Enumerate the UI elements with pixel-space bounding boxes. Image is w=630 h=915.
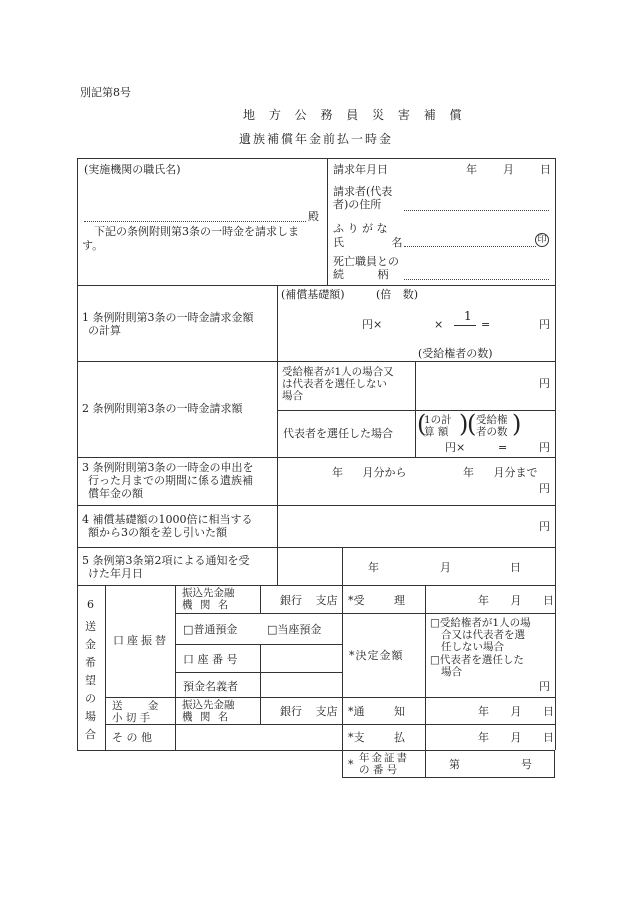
decision-option-single-2: 合又は代表者を選 <box>441 629 525 641</box>
receipt-label: *受 理 <box>348 594 405 607</box>
pension-number-label: 年金証書 <box>359 752 409 764</box>
pension-dai: 第 <box>449 758 460 771</box>
frame-line <box>175 644 342 645</box>
relation-dotted-line <box>404 279 549 280</box>
section6-char: の <box>85 692 96 705</box>
row4-yen: 円 <box>539 520 550 533</box>
row3-label-2: 行った月までの期間に係る遺族補 <box>88 474 253 487</box>
frame-line <box>175 585 176 750</box>
frame-line <box>342 547 343 585</box>
frame-line <box>415 361 416 457</box>
claimant-address-label: 請求者(代表 <box>333 185 393 198</box>
frame-line <box>342 777 555 778</box>
row3-label-3: 償年金の額 <box>88 487 143 500</box>
furigana-label: ふ り が な <box>333 222 388 235</box>
row5-month: 月 <box>440 561 451 574</box>
decision-yen: 円 <box>539 680 550 693</box>
decision-option-rep-2: 場合 <box>441 666 462 678</box>
row1-times: × <box>434 318 444 331</box>
frame-line <box>327 158 328 285</box>
receipt-date: 年 月 日 <box>478 594 554 607</box>
address-dotted-line <box>404 210 549 211</box>
check-label: 送 金 <box>112 700 159 712</box>
frame-line <box>175 672 342 673</box>
frame-line <box>77 585 555 586</box>
relation-label-2: 続 柄 <box>333 268 389 281</box>
payment-date: 年 月 日 <box>478 731 554 744</box>
base-amount-label: (補償基礎額) <box>281 288 345 301</box>
row2-holder-count-2: 者の数 <box>476 426 508 438</box>
section6-char: 希 <box>85 656 96 669</box>
current-deposit-checkbox[interactable]: □当座預金 <box>267 623 322 636</box>
row1-label-2: の計算 <box>88 324 121 337</box>
request-statement: 下記の条例附則第3条の一時金を請求しま <box>94 225 299 238</box>
form-title-line1: 地 方 公 務 員 災 害 補 償 <box>243 108 467 122</box>
row2-calc-amount-2: 算 額 <box>424 426 449 438</box>
frame-line <box>260 697 261 724</box>
name-label: 氏 名 <box>333 236 403 249</box>
row3-to: 年 月分まで <box>463 466 538 479</box>
frame-line <box>77 750 555 751</box>
frame-line <box>277 285 278 585</box>
row2-label: 2 条例附則第3条の一時金請求額 <box>82 402 243 415</box>
row2-single-case: 受給権者が1人の場合又 <box>282 366 394 378</box>
row2-yen-times: 円× <box>445 441 466 454</box>
row2-single-case-2: は代表者を選任しない <box>282 378 387 390</box>
check-label-2: 小 切 手 <box>112 712 151 724</box>
row2-calc-amount: 1の計 <box>424 414 452 426</box>
ordinary-deposit-checkbox[interactable]: □普通預金 <box>183 623 238 636</box>
frame-left <box>77 158 78 750</box>
section6-char: 金 <box>85 638 96 651</box>
frame-line <box>105 697 555 698</box>
row1-label: 1 条例附則第3条の一時金請求金額 <box>82 311 254 324</box>
row5-day: 日 <box>510 561 521 574</box>
frame-line <box>175 613 555 614</box>
row4-label: 4 補償基礎額の1000倍に相当する <box>82 513 253 526</box>
payment-label: *支 払 <box>348 731 405 744</box>
bank-name-label: 振込先金融 <box>182 587 235 599</box>
row2-equals: = <box>498 441 508 454</box>
row2-single-case-3: 場合 <box>282 390 303 402</box>
account-holder-label: 預金名義者 <box>183 680 238 693</box>
account-number-label: 口 座 番 号 <box>183 653 238 666</box>
relation-label: 死亡職員との <box>333 255 399 268</box>
agency-label: (実施機関の職氏名) <box>84 163 181 176</box>
bank-name-label-2: 機 関 名 <box>182 599 231 611</box>
row5-year: 年 <box>368 561 379 574</box>
pension-number-label-2: の 番 号 <box>359 764 398 776</box>
frame-line <box>105 585 106 750</box>
frame-line <box>554 750 555 777</box>
row1-equals: = <box>481 318 491 331</box>
frame-line <box>77 361 555 362</box>
section6-char: 合 <box>85 728 96 741</box>
request-date-label: 請求年月日 <box>333 163 388 176</box>
request-year: 年 <box>466 163 477 176</box>
row1-yen-times: 円× <box>362 318 383 331</box>
section6-vertical-label <box>85 620 99 746</box>
row2-yen2: 円 <box>539 441 550 454</box>
request-month: 月 <box>503 163 514 176</box>
check-bank-label-2: 機 関 名 <box>182 711 231 723</box>
frame-top <box>77 158 555 159</box>
bracket-open-2: ( <box>467 410 477 438</box>
frame-line <box>77 457 555 458</box>
row5-label: 5 条例第3条第2項による通知を受 <box>82 554 250 567</box>
request-statement-2: す。 <box>82 239 104 252</box>
row3-yen: 円 <box>539 482 550 495</box>
frame-line <box>425 585 426 777</box>
frame-line <box>77 285 555 286</box>
form-number: 別記第8号 <box>80 86 131 99</box>
frame-line <box>260 644 261 697</box>
fraction-bar <box>454 325 476 326</box>
row3-label: 3 条例附則第3条の一時金の申出を <box>82 461 254 474</box>
notice-date: 年 月 日 <box>478 705 554 718</box>
frame-line <box>77 547 555 548</box>
decision-option-rep[interactable]: □代表者を選任した <box>430 654 524 666</box>
pension-star: * <box>348 758 354 771</box>
frame-line <box>260 585 261 613</box>
notice-label: *通 知 <box>348 705 405 718</box>
form-title-line2: 遺族補償年金前払一時金 <box>239 132 394 146</box>
other-label: そ の 他 <box>112 731 152 744</box>
section6-char: 場 <box>85 710 96 723</box>
decision-option-single[interactable]: □受給権者が1人の場 <box>430 617 531 629</box>
bank-branch: 銀行 支店 <box>280 594 338 607</box>
request-day: 日 <box>540 163 551 176</box>
row5-label-2: けた年月日 <box>88 567 143 580</box>
frame-line <box>105 724 555 725</box>
bracket-close-1: ) <box>459 410 469 438</box>
row3-from: 年 月分から <box>332 466 407 479</box>
section6-number: 6 <box>87 598 94 611</box>
account-transfer-label: 口座振替 <box>113 634 169 647</box>
frame-line <box>342 585 343 777</box>
row2-yen: 円 <box>539 377 550 390</box>
dono-label: 殿 <box>308 210 319 223</box>
decision-label: *決定金額 <box>349 649 404 662</box>
multiplier-label: (倍 数) <box>376 288 419 301</box>
frame-line <box>77 505 555 506</box>
row2-rep-case: 代表者を選任した場合 <box>283 427 393 440</box>
frame-right <box>555 158 556 750</box>
row4-label-2: 額から3の額を差し引いた額 <box>88 526 227 539</box>
seal-mark: 印 <box>535 233 549 247</box>
bracket-open-1: ( <box>417 410 427 438</box>
section6-char: 望 <box>85 674 96 687</box>
agency-dotted-line <box>84 221 306 222</box>
name-dotted-line <box>404 246 536 247</box>
pension-go: 号 <box>521 758 532 771</box>
row1-yen: 円 <box>539 318 550 331</box>
check-bank-branch: 銀行 支店 <box>280 705 338 718</box>
row1-numerator: 1 <box>464 309 472 323</box>
row2-holder-count: 受給権 <box>476 414 508 426</box>
claimant-address-label-2: 者)の住所 <box>333 198 382 211</box>
check-bank-label: 振込先金融 <box>182 699 235 711</box>
decision-option-single-3: 任しない場合 <box>441 641 504 653</box>
row1-denominator: (受給権者の数) <box>418 347 493 360</box>
bracket-close-2: ) <box>512 410 522 438</box>
section6-char: 送 <box>85 620 96 633</box>
